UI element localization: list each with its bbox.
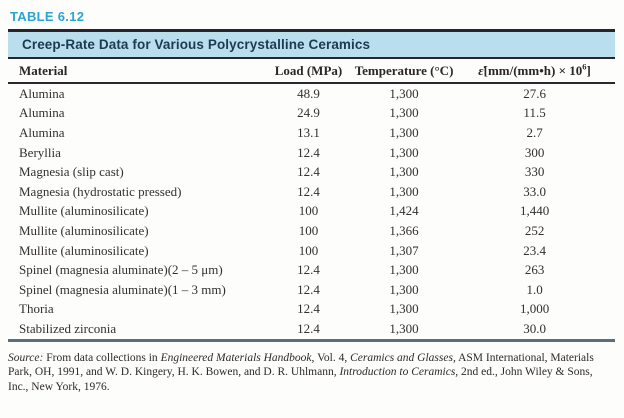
- load-cell: 13.1: [297, 124, 320, 140]
- temperature-cell: 1,366: [389, 222, 419, 238]
- temperature-cell: 1,300: [389, 164, 419, 180]
- column-header-load: Load (MPa): [263, 59, 354, 83]
- load-cell: 12.4: [297, 144, 320, 160]
- table-row: [8, 319, 615, 340]
- cited-title: Introduction to Ceramics,: [339, 366, 459, 379]
- material-cell: Magnesia (hydrostatic pressed): [19, 183, 182, 199]
- table-row: [8, 202, 615, 222]
- material-cell: Spinel (magnesia aluminate)(1 – 3 mm): [19, 281, 226, 297]
- load-cell: 48.9: [297, 85, 320, 101]
- cited-title: Engineered Materials Handbook,: [160, 351, 315, 364]
- load-cell: 100: [298, 203, 319, 219]
- load-cell: 12.4: [297, 301, 320, 317]
- column-header-creep-rate: ε̇[mm/(mm•h) × $10^6$]: [454, 59, 615, 83]
- creep-rate-cell: 30.0: [454, 319, 615, 340]
- table-row: [8, 300, 615, 320]
- load-cell: 12.4: [297, 281, 320, 297]
- material-cell: Mullite (aluminosilicate): [19, 242, 149, 258]
- table-row: [8, 162, 615, 182]
- material-cell: Magnesia (slip cast): [19, 164, 124, 180]
- temperature-cell: 1,300: [389, 262, 419, 278]
- table-row: [8, 123, 615, 143]
- table-row: [8, 83, 615, 104]
- creep-rate-cell: 1.0: [526, 281, 543, 297]
- material-cell: Stabilized zirconia: [8, 319, 263, 340]
- table-title-banner: [8, 29, 615, 59]
- creep-rate-cell: 27.6: [523, 85, 546, 101]
- creep-rate-cell: 33.0: [523, 183, 546, 199]
- column-header-material: Material: [8, 59, 263, 83]
- temperature-cell: 1,300: [389, 85, 419, 101]
- material-cell: Beryllia: [19, 144, 61, 160]
- material-cell: Thoria: [19, 301, 54, 317]
- material-cell: Alumina: [19, 124, 65, 140]
- epsilon-dot-symbol: ε̇: [478, 62, 484, 78]
- creep-rate-cell: 330: [524, 164, 545, 180]
- table-row: [8, 280, 615, 300]
- load-cell: 12.4: [263, 319, 354, 340]
- creep-rate-cell: 300: [524, 144, 545, 160]
- load-cell: 24.9: [297, 105, 320, 121]
- column-header-temperature: Temperature (°C): [354, 59, 454, 83]
- material-cell: Spinel (magnesia aluminate)(2 – 5 μm): [19, 262, 223, 278]
- creep-rate-cell: 1,000: [519, 301, 550, 317]
- source-note: Source: From data collections in Engineered Materials Handbook, Vol. 4, Ceramics and Glasses, ASM International, Materials Park, OH, 1991, and W. D. Kingery, H. K. Bowen, and D. R. Uhlmann, Introduction to Ceramics, 2nd ed., John Wiley & Sons, Inc., New York, 1976.: [8, 351, 594, 393]
- table-container: [8, 29, 615, 342]
- table-row: [8, 221, 615, 241]
- temperature-cell: 1,424: [389, 203, 419, 219]
- header-row: [8, 59, 615, 83]
- material-cell: Alumina: [19, 85, 65, 101]
- temperature-cell: 1,300: [389, 301, 419, 317]
- load-cell: 100: [298, 222, 319, 238]
- creep-rate-cell: 11.5: [523, 105, 546, 121]
- creep-rate-cell: 263: [524, 262, 545, 278]
- creep-rate-cell: 252: [524, 222, 545, 238]
- table-row: [8, 182, 615, 202]
- source-label: Source:: [8, 351, 44, 364]
- table-number-label: TABLE 6.12: [10, 9, 85, 24]
- cited-title: Ceramics and Glasses,: [350, 351, 456, 364]
- load-cell: 100: [298, 242, 319, 258]
- creep-rate-cell: 2.7: [526, 124, 543, 140]
- load-cell: 12.4: [297, 164, 320, 180]
- load-cell: 12.4: [297, 262, 320, 278]
- temperature-cell: 1,300: [389, 105, 419, 121]
- material-cell: Alumina: [19, 105, 65, 121]
- temperature-cell: 1,307: [389, 242, 419, 258]
- creep-rate-cell: 23.4: [523, 242, 546, 258]
- creep-rate-data-table: [8, 59, 615, 342]
- temperature-cell: 1,300: [389, 144, 419, 160]
- material-cell: Mullite (aluminosilicate): [19, 203, 149, 219]
- load-cell: 12.4: [297, 183, 320, 199]
- table-title: Creep-Rate Data for Various Polycrystalline Ceramics: [22, 37, 371, 52]
- temperature-cell: 1,300: [389, 124, 419, 140]
- temperature-cell: 1,300: [389, 183, 419, 199]
- creep-rate-cell: 1,440: [519, 203, 550, 219]
- table-row: [8, 260, 615, 280]
- material-cell: Mullite (aluminosilicate): [19, 222, 149, 238]
- table-row: [8, 241, 615, 261]
- table-row: [8, 143, 615, 163]
- table-row: [8, 104, 615, 124]
- temperature-cell: 1,300: [354, 319, 454, 340]
- temperature-cell: 1,300: [389, 281, 419, 297]
